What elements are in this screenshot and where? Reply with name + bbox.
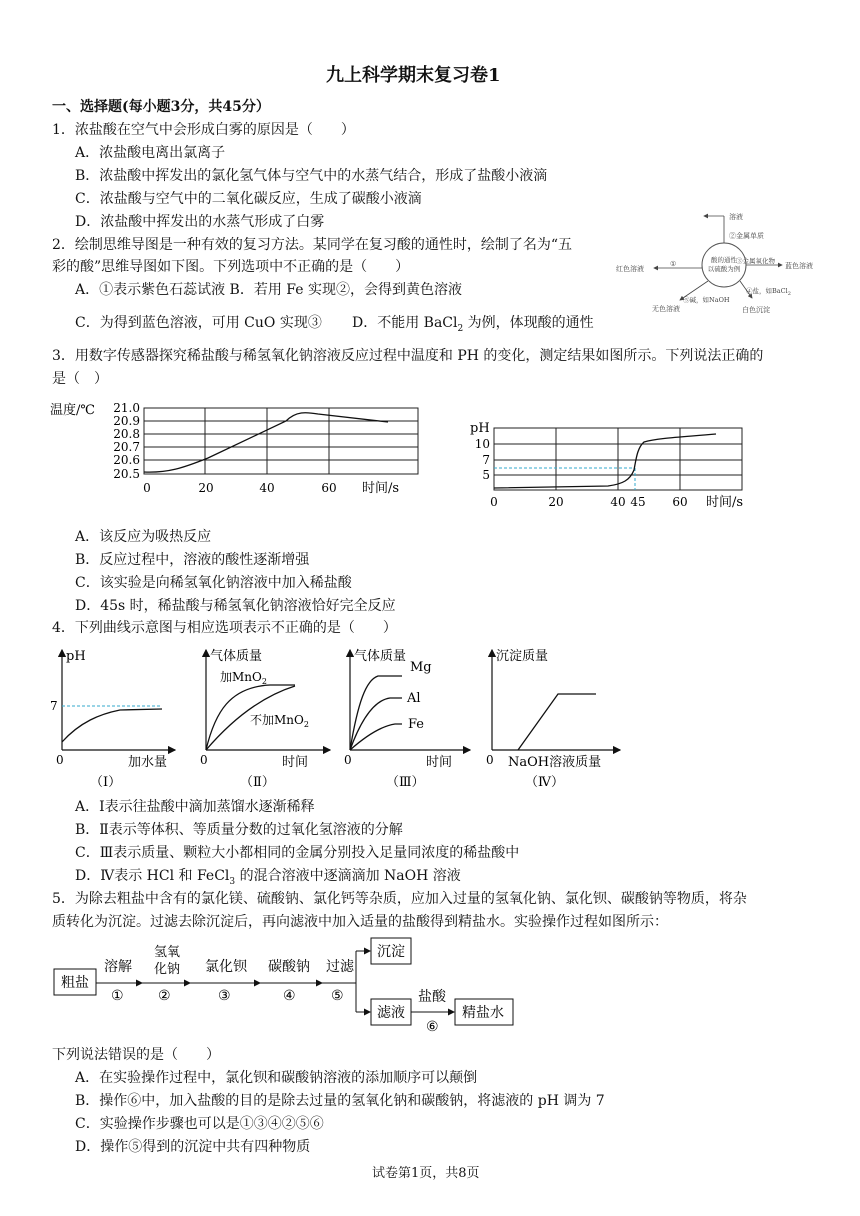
temp-xtick: 20 [198,481,214,495]
q5-stem-line1: 5．为除去粗盐中含有的氯化镁、硫酸钠、氯化钙等杂质，应加入过量的氢氧化钠、氯化钡、碳酸钠等物质，将杂 [52,891,747,907]
step3-num: ③ [218,988,231,1004]
page-footer: 试卷第1页，共8页 [372,1166,480,1181]
step4-label: 碳酸钠 [268,959,310,975]
g1-ylabel: pH [66,649,86,664]
q3-stem-line1: 3．用数字传感器探究稀盐酸与稀氢氧化钠溶液反应过程中温度和 PH 的变化，测定结果如图所示。下列说法正确的 [52,348,764,364]
lower-right-end-label: 白色沉淀 [742,306,770,314]
q4-option-d: D．Ⅳ表示 HCl 和 FeCl$_3$ 的混合溶液中逐滴滴加 NaOH 溶液 [75,868,461,887]
step2-num: ② [158,988,171,1004]
q2-option-c: C．为得到蓝色溶液，可用 CuO 实现③ [75,315,322,331]
ph-xtick: 45 [630,495,646,509]
step5-label: 过滤 [326,959,354,975]
g4-curve [518,694,596,750]
left-end-label: 红色溶液 [616,265,644,273]
ph-xtick: 20 [548,495,564,509]
box-precipitate-label: 沉淀 [377,944,405,960]
temp-xtick: 0 [143,481,151,495]
temp-ytick: 20.6 [113,453,140,467]
q5-question: 下列说法错误的是（ ） [52,1047,220,1063]
q3-option-b: B．反应过程中，溶液的酸性逐渐增强 [75,552,310,568]
acid-num: ⑥ [426,1019,439,1035]
g3-label-fe: Fe [408,717,425,732]
mind-map-diagram [612,208,852,320]
center-label-1: 酸的通性 [711,256,737,264]
lower-left-end-label: 无色溶液 [652,305,680,313]
lower-left-label: ⑤碱，如NaOH [683,296,730,304]
box-crude-salt-label: 粗盐 [61,975,89,991]
q2-option-d: D．不能用 BaCl$_2$ 为例，体现酸的通性 [352,315,594,334]
temp-curve [144,413,388,472]
ph-xlabel: 时间/s [706,495,744,510]
right-end-label: 蓝色溶液 [785,262,813,270]
temp-xtick: 60 [321,481,337,495]
temp-xlabel: 时间/s [362,481,400,496]
q4-option-b: B．Ⅱ表示等体积、等质量分数的过氧化氢溶液的分解 [75,822,403,838]
g2-caption: （Ⅱ） [240,775,275,790]
temp-ytick: 20.7 [113,440,140,454]
ph-chart [468,418,758,514]
g2-label-no-catalyst: 不加MnO$_2$ [250,713,309,729]
q5-option-b: B．操作⑥中，加入盐酸的目的是除去过量的氢氧化钠和碳酸钠，将滤液的 pH 调为 7 [75,1093,605,1109]
graph-1 [50,649,175,790]
lower-right-label: ④盐，如BaCl$_2$ [746,287,791,297]
ph-ylabel: pH [470,421,490,436]
g2-ylabel: 气体质量 [210,649,263,664]
ph-xtick: 0 [490,495,498,509]
q5-option-a: A．在实验操作过程中，氯化钡和碳酸钠溶液的添加顺序可以颠倒 [75,1070,478,1086]
step1-num: ① [111,988,124,1004]
q2-stem-line1: 2．绘制思维导图是一种有效的复习方法。某同学在复习酸的通性时，绘制了名为“五 [52,237,573,253]
step5-num: ⑤ [331,988,344,1004]
g3-curve-fe [350,724,402,750]
q2-options-ab: A．①表示紫色石蕊试液 B．若用 Fe 实现②，会得到黄色溶液 [75,282,462,298]
upper-right-label: ②金属单质 [729,232,764,240]
ph-ytick: 10 [474,437,490,451]
g3-caption: （Ⅲ） [386,775,425,790]
q4-option-c: C．Ⅲ表示质量、颗粒大小都相同的金属分别投入足量同浓度的稀盐酸中 [75,845,520,861]
g4-xlabel: NaOH溶液质量 [508,755,602,770]
q4-graphs [40,642,640,792]
g3-label-mg: Mg [410,660,432,675]
g1-curve [62,709,162,742]
process-flow-diagram [50,934,530,1038]
g2-xlabel: 时间 [282,755,309,770]
temp-xtick: 40 [259,481,275,495]
g1-mark-7: 7 [50,699,58,713]
g3-curve-mg [350,676,402,750]
q5-option-d: D．操作⑤得到的沉淀中共有四种物质 [75,1139,311,1155]
graph-2 [200,648,330,790]
g3-ylabel: 气体质量 [354,649,407,664]
ph-curve [494,434,716,488]
temp-ylabel: 温度/℃ [50,403,95,418]
step4-num: ④ [283,988,296,1004]
g2-label-catalyst: 加MnO$_2$ [220,670,267,686]
acid-label: 盐酸 [418,989,446,1005]
temp-ytick: 20.9 [113,414,140,428]
temp-ytick: 21.0 [113,401,140,415]
page-title: 九上科学期末复习卷1 [326,65,501,86]
step2-label-1: 氢氧 [154,945,181,960]
q1-stem: 1．浓盐酸在空气中会形成白雾的原因是（ ） [52,122,355,138]
temp-ytick: 20.8 [113,427,140,441]
q1-option-b: B．浓盐酸中挥发出的氯化氢气体与空气中的水蒸气结合，形成了盐酸小液滴 [75,168,548,184]
step3-label: 氯化钡 [205,959,247,975]
g4-caption: （Ⅳ） [525,775,564,790]
g1-xlabel: 加水量 [128,755,168,770]
q5-stem-line2: 质转化为沉淀。过滤去除沉淀后，再向滤液中加入适量的盐酸得到精盐水。实验操作过程如图所示： [52,914,668,930]
q3-stem-line2: 是（ ） [52,371,108,387]
step1-label: 溶解 [104,959,132,975]
q4-stem: 4．下列曲线示意图与相应选项表示不正确的是（ ） [52,620,397,636]
q2-stem-line2: 彩的酸”思维导图如下图。下列选项中不正确的是（ ） [52,259,410,275]
ph-ytick: 7 [482,453,490,467]
q4-option-a: A．Ⅰ表示往盐酸中滴加蒸馏水逐渐稀释 [75,799,315,815]
section-heading: 一、选择题(每小题3分，共45分） [52,99,270,115]
q3-option-a: A．该反应为吸热反应 [75,529,212,545]
graph-4 [486,648,620,790]
temperature-chart [48,396,428,500]
q1-option-c: C．浓盐酸与空气中的二氧化碳反应，生成了碳酸小液滴 [75,191,422,207]
top-label: 溶液 [729,213,743,221]
temp-plot-frame [144,408,418,474]
ph-xtick: 40 [610,495,626,509]
temp-ytick: 20.5 [113,467,140,481]
g4-ylabel: 沉淀质量 [496,649,549,664]
right-label: ③金属氧化物 [736,257,775,265]
box-filtrate-label: 滤液 [377,1005,405,1021]
g3-label-al: Al [407,691,421,706]
g2-origin: 0 [200,753,208,767]
q3-option-c: C．该实验是向稀氢氧化钠溶液中加入稀盐酸 [75,575,352,591]
g1-origin: 0 [56,753,64,767]
box-refined-brine-label: 精盐水 [462,1005,504,1021]
q1-option-d: D．浓盐酸中挥发出的水蒸气形成了白雾 [75,214,325,230]
step2-label-2: 化钠 [154,962,181,977]
q1-option-a: A．浓盐酸电离出氯离子 [75,145,226,161]
g3-origin: 0 [344,753,352,767]
ph-ytick: 5 [482,468,490,482]
left-num: ① [670,260,677,268]
g1-caption: （Ⅰ） [90,775,122,790]
center-label-2: 以硫酸为例 [707,265,741,273]
q3-option-d: D．45s 时，稀盐酸与稀氢氧化钠溶液恰好完全反应 [75,598,396,614]
graph-3 [344,648,470,790]
g4-origin: 0 [486,753,494,767]
q5-option-c: C．实验操作步骤也可以是①③④②⑤⑥ [75,1116,324,1132]
g3-xlabel: 时间 [426,755,453,770]
ph-xtick: 60 [672,495,688,509]
